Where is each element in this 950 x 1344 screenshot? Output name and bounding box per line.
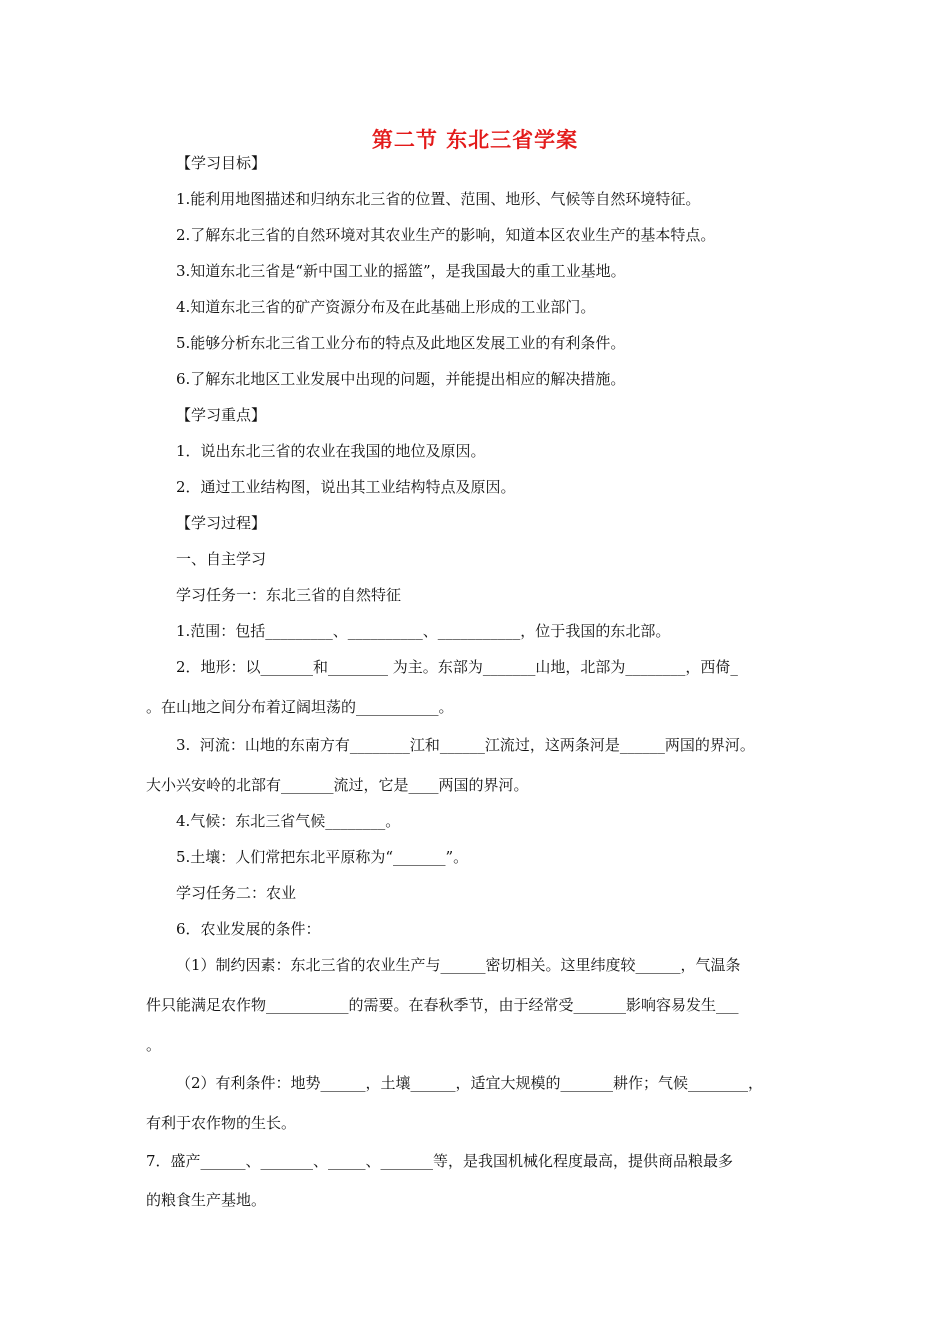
question-7-cont: 的粮食生产基地。	[146, 1191, 267, 1209]
question-7: 7．盛产______、_______、_____、_______等，是我国机械化程度最高，提供商品粮最多	[146, 1152, 734, 1170]
question-6: 6．农业发展的条件：	[176, 920, 321, 938]
question-5: 5.土壤：人们常把东北平原称为“_______”。	[176, 848, 469, 866]
task-2-heading: 学习任务二：农业	[176, 884, 297, 902]
question-6-2-cont: 有利于农作物的生长。	[146, 1114, 297, 1132]
objective-2: 2.了解东北三省的自然环境对其农业生产的影响，知道本区农业生产的基本特点。	[176, 226, 716, 244]
key-point-2: 2．通过工业结构图，说出其工业结构特点及原因。	[176, 478, 516, 496]
section-heading-process: 【学习过程】	[176, 514, 267, 532]
question-6-2: （2）有利条件：地势______，土壤______，适宜大规模的_______耕作；气候________，	[176, 1074, 764, 1092]
section-heading-key-points: 【学习重点】	[176, 406, 267, 424]
key-point-1: 1．说出东北三省的农业在我国的地位及原因。	[176, 442, 486, 460]
objective-3: 3.知道东北三省是“新中国工业的摇篮”，是我国最大的重工业基地。	[176, 262, 626, 280]
section-heading-objectives: 【学习目标】	[176, 154, 267, 172]
question-6-1: （1）制约因素：东北三省的农业生产与______密切相关。这里纬度较______，气温条	[176, 956, 741, 974]
task-1-heading: 学习任务一：东北三省的自然特征	[176, 586, 402, 604]
objective-4: 4.知道东北三省的矿产资源分布及在此基础上形成的工业部门。	[176, 298, 596, 316]
objective-6: 6.了解东北地区工业发展中出现的问题，并能提出相应的解决措施。	[176, 370, 626, 388]
question-3: 3. 河流：山地的东南方有________江和______江流过，这两条河是______两国的界河。	[176, 736, 755, 754]
page-title: 第二节 东北三省学案	[371, 128, 579, 152]
question-6-1-end: 。	[146, 1036, 162, 1054]
objective-5: 5.能够分析东北三省工业分布的特点及此地区发展工业的有利条件。	[176, 334, 626, 352]
question-3-cont: 大小兴安岭的北部有_______流过，它是____两国的界河。	[146, 776, 529, 794]
question-6-1-cont: 件只能满足农作物___________的需要。在春秋季节，由于经常受_______影响容易发生___	[146, 996, 739, 1014]
question-2-cont: 。在山地之间分布着辽阔坦荡的___________。	[146, 698, 454, 716]
question-2: 2．地形：以_______和________ 为主。东部为_______山地，北部为________，西倚_	[176, 658, 738, 676]
question-4: 4.气候：东北三省气候________。	[176, 812, 401, 830]
question-1: 1.范围：包括_________、__________、___________，位于我国的东北部。	[176, 622, 671, 640]
objective-1: 1.能利用地图描述和归纳东北三省的位置、范围、地形、气候等自然环境特征。	[176, 190, 701, 208]
subsection-self-study: 一、自主学习	[176, 550, 267, 568]
